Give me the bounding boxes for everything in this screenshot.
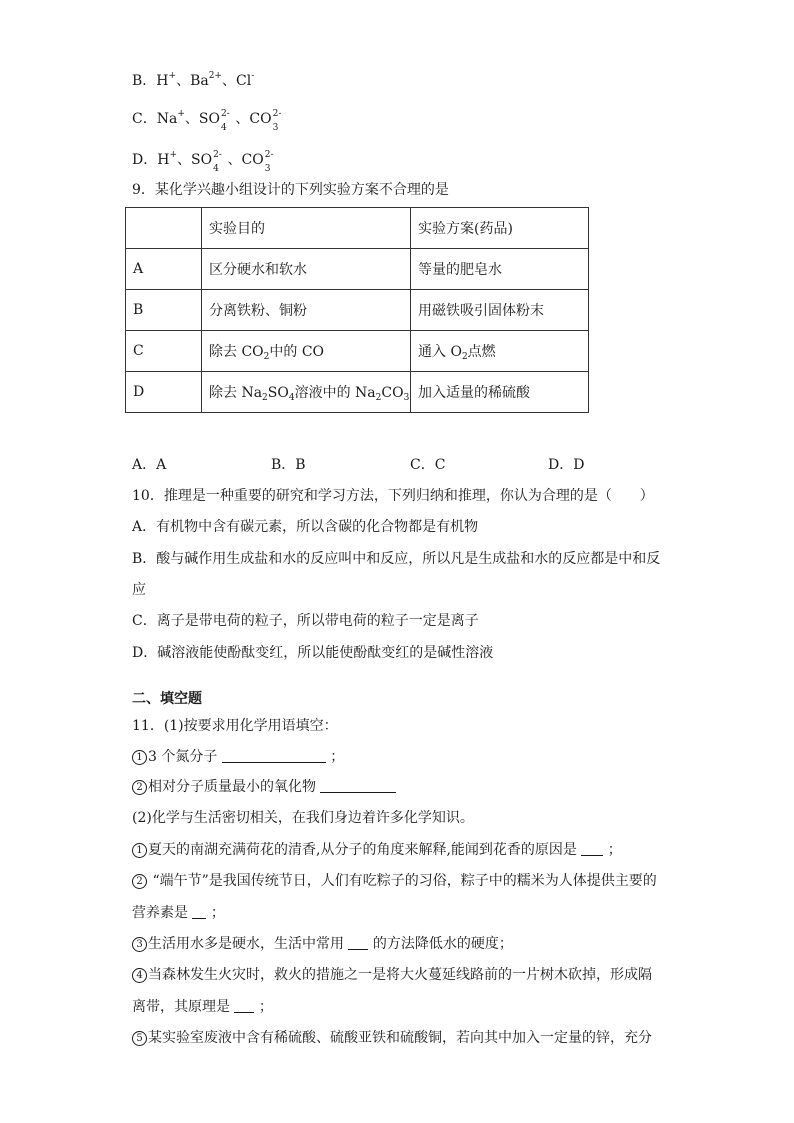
answer-blank[interactable] <box>222 748 326 763</box>
row-label: B <box>126 290 202 331</box>
q9-choice-a[interactable]: A．A <box>132 457 167 473</box>
row-plan: 等量的肥皂水 <box>411 249 589 290</box>
section-title: 二、填空题 <box>132 691 202 707</box>
q11-part2-item5: 5 某实验室废液中含有稀硫酸、硫酸亚铁和硫酸铜，若向其中加入一定量的锌，充分 <box>132 1028 652 1048</box>
answer-blank[interactable] <box>192 904 206 919</box>
q11-part1-item1: 1 3 个氮分子 ； <box>132 747 344 767</box>
q9-choice-b[interactable]: B．B <box>271 457 306 473</box>
option-c: C．Na+、SO 2- 4 、CO 2- 3 <box>132 109 282 133</box>
q11-part2-item2-cont: 营养素是 ； <box>132 905 225 921</box>
q9-table <box>125 207 589 413</box>
header-purpose: 实验目的 <box>202 208 411 249</box>
answer-blank[interactable] <box>320 778 396 793</box>
q10-option-b[interactable]: B．酸与碱作用生成盐和水的反应叫中和反应，所以凡是生成盐和水的反应都是中和反 <box>132 551 661 567</box>
row-purpose: 区分硬水和软水 <box>202 249 411 290</box>
row-label: A <box>126 249 202 290</box>
option-b: B．H+、$Ba^{2+}$、Cl- <box>132 71 255 89</box>
row-purpose: 除去 $Na_2SO_4$溶液中的 $Na_2CO_3$ <box>202 372 411 413</box>
q11-stem: 11．(1)按要求用化学用语填空： <box>132 718 338 734</box>
q9-stem: 9．某化学兴趣小组设计的下列实验方案不合理的是 <box>132 182 449 198</box>
q11-part2-item4: 4 当森林发生火灾时，救火的措施之一是将大火蔓延线路前的一片树木砍掉，形成隔 <box>132 965 652 985</box>
q11-part2-item3: 3 生活用水多是硬水，生活中常用 的方法降低水的硬度； <box>132 934 513 954</box>
q10-option-b-cont: 应 <box>132 582 146 598</box>
answer-blank[interactable] <box>581 841 603 856</box>
q11-part1-item2: 2 相对分子质量最小的氧化物 <box>132 777 396 797</box>
row-label: C <box>126 331 202 372</box>
row-purpose: 分离铁粉、铜粉 <box>202 290 411 331</box>
header-cell <box>126 208 202 249</box>
q10-option-a[interactable]: A．有机物中含有碳元素，所以含碳的化合物都是有机物 <box>132 519 479 535</box>
table-header-row <box>126 208 589 249</box>
q10-option-c[interactable]: C．离子是带电荷的粒子，所以带电荷的粒子一定是离子 <box>132 613 479 629</box>
header-plan: 实验方案(药品) <box>411 208 589 249</box>
table-row <box>126 249 589 290</box>
row-plan: 加入适量的稀硫酸 <box>411 372 589 413</box>
q11-part2-item2: 2 “端午节”是我国传统节日，人们有吃粽子的习俗，粽子中的糯米为人体提供主要的 <box>132 871 657 891</box>
q11-part2: (2)化学与生活密切相关，在我们身边着许多化学知识。 <box>132 810 474 826</box>
table-row <box>126 372 589 413</box>
answer-blank[interactable] <box>348 935 368 950</box>
q11-part2-item1: 1 夏天的南湖充满荷花的清香,从分子的角度来解释,能闻到花香的原因是 ； <box>132 840 622 860</box>
q9-choice-c[interactable]: C．C <box>410 457 446 473</box>
table-row <box>126 290 589 331</box>
answer-blank[interactable] <box>234 998 254 1013</box>
row-purpose: 除去 $CO_2$中的 CO <box>202 331 411 372</box>
option-d: D．H+、SO 2- 4 、CO 2- 3 <box>132 150 274 174</box>
q11-part2-item4-cont: 离带，其原理是 ； <box>132 999 273 1015</box>
q10-stem: 10．推理是一种重要的研究和学习方法，下列归纳和推理，你认为合理的是（ ） <box>132 488 654 504</box>
row-plan: 用磁铁吸引固体粉末 <box>411 290 589 331</box>
row-label: D <box>126 372 202 413</box>
q9-choice-d[interactable]: D．D <box>548 457 585 473</box>
row-plan: 通入 $O_2$点燃 <box>411 331 589 372</box>
table-row <box>126 331 589 372</box>
q10-option-d[interactable]: D．碱溶液能使酚酞变红，所以能使酚酞变红的是碱性溶液 <box>132 645 494 661</box>
